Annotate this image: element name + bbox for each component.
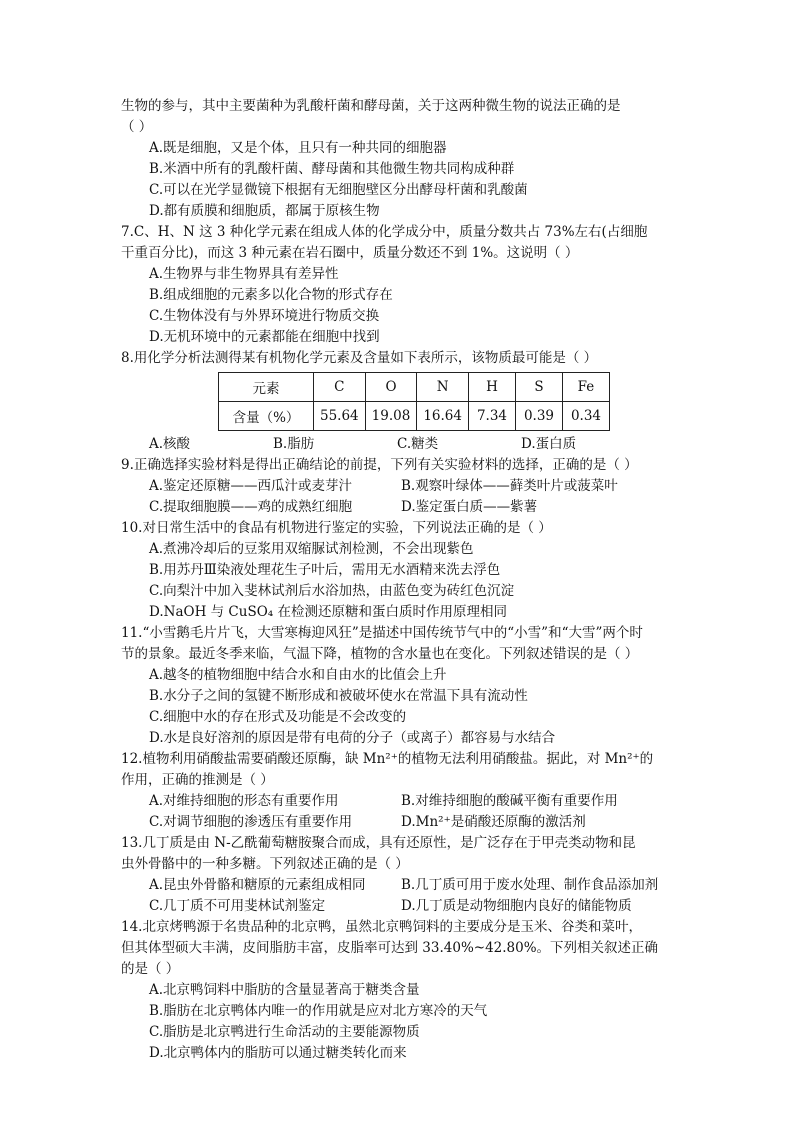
option-b: B.脂肪在北京鸭体内唯一的作用就是应对北方寒冷的天气: [149, 1003, 488, 1019]
option-a: A.昆虫外骨骼和糖原的元素组成相同: [149, 877, 366, 893]
table-cell: 16.64: [417, 402, 469, 431]
option-a: A.北京鸭饲料中脂肪的含量显著高于糖类含量: [149, 982, 420, 998]
option-a: A.对维持细胞的形态有重要作用: [149, 793, 339, 809]
option-row: [121, 875, 681, 896]
table-cell: O: [365, 373, 417, 402]
table-cell: S: [515, 373, 562, 402]
table-cell: 0.39: [515, 402, 562, 431]
question-stem: 12.植物利用硝酸盐需要硝酸还原酶，缺 Mn²⁺的植物无法利用硝酸盐。据此，对 Mn²⁺的: [121, 751, 654, 767]
question-12: [121, 749, 681, 833]
option-b: B.对维持细胞的酸碱平衡有重要作用: [401, 793, 618, 809]
option-d: D.蛋白质: [521, 436, 577, 452]
option-b: B.观察叶绿体——藓类叶片或菠菜叶: [401, 478, 618, 494]
question-list: [121, 96, 681, 1064]
table-header-row: [219, 373, 610, 402]
option-c: C.几丁质不可用斐林试剂鉴定: [149, 898, 326, 914]
option-a: A.核酸: [149, 436, 191, 452]
option-b: B.几丁质可用于废水处理、制作食品添加剂: [401, 877, 659, 893]
option-c: C.提取细胞膜——鸡的成熟红细胞: [149, 499, 353, 515]
option-b: B.用苏丹Ⅲ染液处理花生子叶后，需用无水酒精来洗去浮色: [149, 562, 501, 578]
question-stem: 9.正确选择实验材料是得出正确结论的前提，下列有关实验材料的选择，正确的是（ ）: [121, 457, 638, 473]
option-d: D.Mn²⁺是硝酸还原酶的激活剂: [401, 814, 586, 830]
question-11: [121, 623, 681, 749]
question-9: [121, 455, 681, 518]
table-cell: C: [314, 373, 366, 402]
table-cell: N: [417, 373, 469, 402]
question-stem: 7.C、H、N 这 3 种化学元素在组成人体的化学成分中，质量分数共占 73%左右(占细胞: [121, 224, 648, 240]
question-stem: （ ）: [121, 119, 153, 135]
option-row: [121, 791, 681, 812]
table-cell: 55.64: [314, 402, 366, 431]
question-stem: 11.“小雪鹅毛片片飞，大雪寒梅迎风狂”是描述中国传统节气中的“小雪”和“大雪”两个时: [121, 625, 643, 641]
table-row: [219, 402, 610, 431]
option-d: D.北京鸭体内的脂肪可以通过糖类转化而来: [149, 1045, 407, 1061]
table-cell: 元素: [219, 373, 314, 402]
question-stem: 13.几丁质是由 N-乙酰葡萄糖胺聚合而成，具有还原性，是广泛存在于甲壳类动物和昆: [121, 835, 636, 851]
table-cell: 0.34: [562, 402, 609, 431]
option-a: A.煮沸冷却后的豆浆用双缩脲试剂检测，不会出现紫色: [149, 541, 474, 557]
table-cell: H: [468, 373, 515, 402]
question-stem: 作用，正确的推测是（ ）: [121, 772, 274, 788]
question-stem: 节的景象。最近冬季来临，气温下降，植物的含水量也在变化。下列叙述错误的是（ ）: [121, 646, 639, 662]
option-c: C.生物体没有与外界环境进行物质交换: [149, 308, 380, 324]
option-c: C.糖类: [397, 436, 439, 452]
option-d: D.几丁质是动物细胞内良好的储能物质: [401, 898, 632, 914]
option-d: D.NaOH 与 CuSO₄ 在检测还原糖和蛋白质时作用原理相同: [149, 604, 507, 620]
question-14: [121, 917, 681, 1064]
option-a: A.既是细胞，又是个体，且只有一种共同的细胞器: [149, 140, 447, 156]
table-cell: Fe: [562, 373, 609, 402]
option-c: C.可以在光学显微镜下根据有无细胞壁区分出酵母杆菌和乳酸菌: [149, 182, 528, 198]
table-cell: 7.34: [468, 402, 515, 431]
question-stem: 虫外骨骼中的一种多糖。下列叙述正确的是（ ）: [121, 856, 409, 872]
option-c: C.细胞中水的存在形式及功能是不会改变的: [149, 709, 407, 725]
question-stem: 8.用化学分析法测得某有机物化学元素及含量如下表所示，该物质最可能是（ ）: [121, 350, 598, 366]
option-b: B.米酒中所有的乳酸杆菌、酵母菌和其他微生物共同构成种群: [149, 161, 515, 177]
question-stem: 干重百分比)，而这 3 种元素在岩石圈中，质量分数还不到 1%。这说明（ ）: [121, 245, 579, 261]
option-row: [121, 434, 681, 455]
option-a: A.生物界与非生物界具有差异性: [149, 266, 339, 282]
option-c: C.对调节细胞的渗透压有重要作用: [149, 814, 353, 830]
question-10: [121, 518, 681, 623]
option-c: C.脂肪是北京鸭进行生命活动的主要能源物质: [149, 1024, 420, 1040]
element-content-table: [218, 372, 610, 431]
option-c: C.向梨汁中加入斐林试剂后水浴加热，由蓝色变为砖红色沉淀: [149, 583, 515, 599]
option-b: B.组成细胞的元素多以化合物的形式存在: [149, 287, 393, 303]
question-stem: 10.对日常生活中的食品有机物进行鉴定的实验，下列说法正确的是（ ）: [121, 520, 552, 536]
option-b: B.水分子之间的氢键不断形成和被破坏使水在常温下具有流动性: [149, 688, 528, 704]
question-stem: 但其体型硕大丰满，皮间脂肪丰富，皮脂率可达到 33.40%~42.80%。下列相关叙述正确: [121, 940, 659, 956]
option-row: [121, 497, 681, 518]
table-cell: 19.08: [365, 402, 417, 431]
table-cell: 含量（%）: [219, 402, 314, 431]
option-row: [121, 476, 681, 497]
question-8: [121, 348, 681, 455]
question-13: [121, 833, 681, 917]
option-row: [121, 896, 681, 917]
option-b: B.脂肪: [273, 436, 315, 452]
option-d: D.无机环境中的元素都能在细胞中找到: [149, 329, 380, 345]
question-6: [121, 96, 681, 222]
question-stem: 生物的参与，其中主要菌种为乳酸杆菌和酵母菌，关于这两种微生物的说法正确的是: [121, 98, 621, 114]
question-7: [121, 222, 681, 348]
option-a: A.越冬的植物细胞中结合水和自由水的比值会上升: [149, 667, 447, 683]
option-row: [121, 812, 681, 833]
option-d: D.水是良好溶剂的原因是带有电荷的分子（或离子）都容易与水结合: [149, 730, 556, 746]
option-d: D.鉴定蛋白质——紫薯: [401, 499, 538, 515]
question-stem: 14.北京烤鸭源于名贵品种的北京鸭，虽然北京鸭饲料的主要成分是玉米、谷类和菜叶，: [121, 919, 642, 935]
option-d: D.都有质膜和细胞质，都属于原核生物: [149, 203, 380, 219]
question-stem: 的是（ ）: [121, 961, 180, 977]
option-a: A.鉴定还原糖——西瓜汁或麦芽汁: [149, 478, 353, 494]
